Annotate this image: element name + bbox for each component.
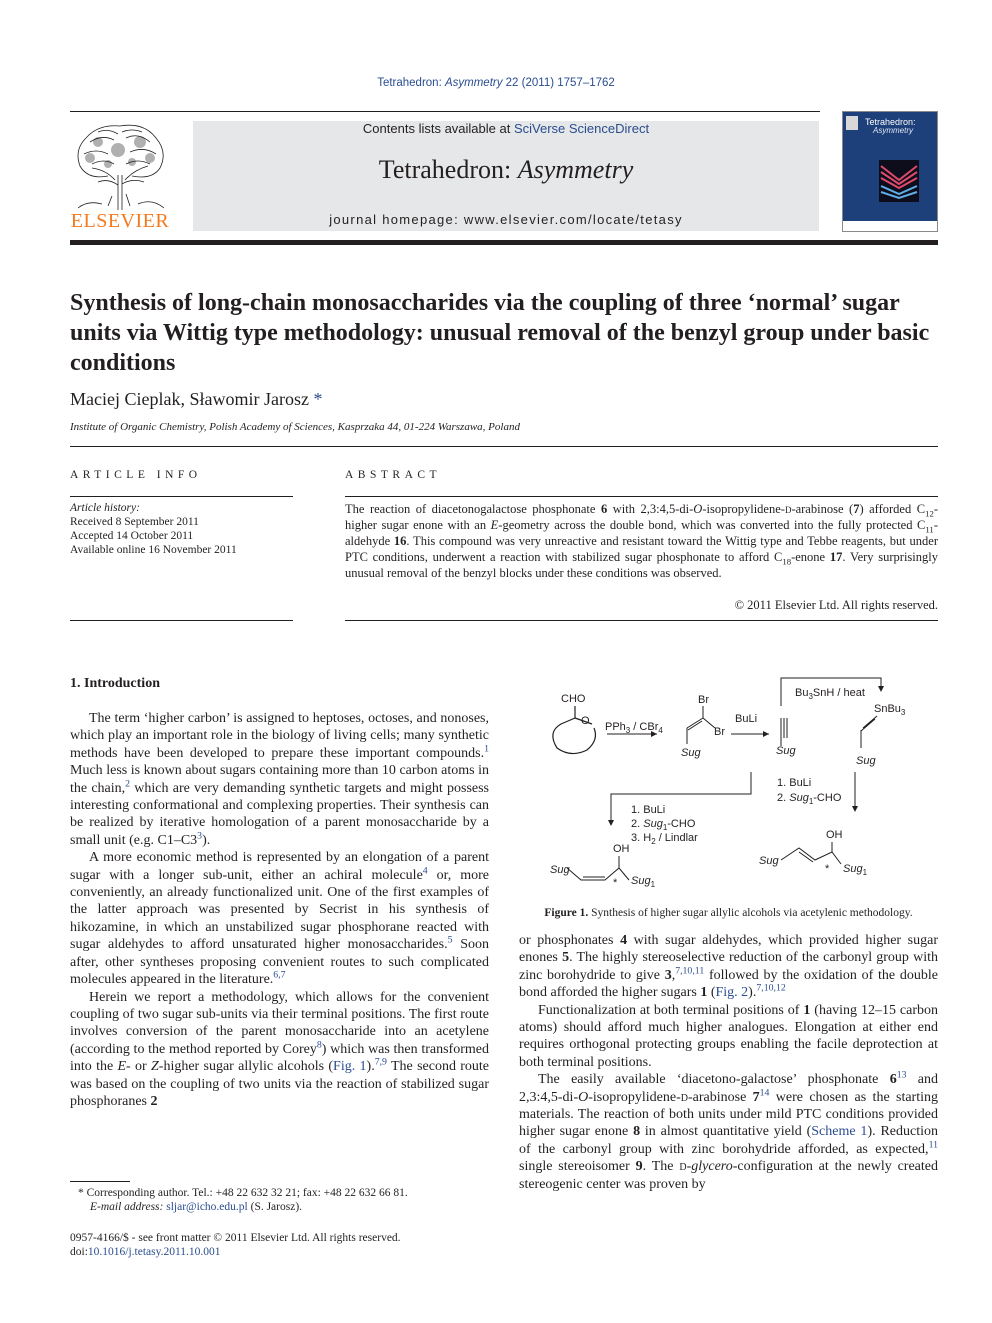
cover-art-icon [879,160,919,202]
email-link[interactable]: sljar@icho.edu.pl [166,1201,248,1213]
snbu3-label: SnBu$_3$ [874,703,906,717]
sug-label-3: Sug [856,755,876,767]
journal-citation[interactable]: Tetrahedron: Asymmetry 22 (2011) 1757–1762 [377,77,615,89]
ring-oxygen-label: O [581,715,590,727]
received-date: Received 8 September 2011 [70,516,199,528]
arrow-4-head [852,806,858,812]
star-left: * [613,877,618,889]
abstract-heading: ABSTRACT [345,469,442,481]
online-date: Available online 16 November 2011 [70,544,237,556]
acetylene-bond [781,718,787,738]
history-label: Article history: [70,502,140,514]
vinylstannane [861,716,877,748]
intro-paragraph-3-cont: or phosphonates 4 with sugar aldehydes, which provided higher sugar enones 5. The highly stereoselective reduction of the carbonyl group with zinc borohydride to give 3,$^{7,10,11}$ followed by the oxidation of the double bond afforded the higher sugars 1 (Fig. 2).$^{7,10,12}$ [519,933,938,1001]
abstract-text: The reaction of diacetonogalactose phosphonate 6 with 2,3:4,5-di-O-isopropylidene-d-arabinose (7) afforded $C_{12}$-higher sugar enone with an E-geometry across the double bond, which was converted into the fully protected $C_{11}$-aldehyde 16. This compound was very unreactive and resistant toward the Wittig type and Tebbe reagents, but under PTC conditions, underwent a reaction with stabilized sugar phosphonate to afford $C_{18}$-enone 17. Very surprisingly unusual removal of the benzyl blocks under these conditions was observed. [345,502,939,580]
intro-paragraph-1: The term ‘higher carbon’ is assigned to heptoses, octoses, and nonoses, which play an important role in the biology of living cells; many synthetic methods have been developed to prepare these important compounds.$^1$ Much less is known about sugars containing more than 10 carbon atoms in the chain,$^2$ which are very demanding synthetic targets and might possess interesting conformational and complexing properties. Their synthesis can be realized by iterative homologation of a parent monosaccharide by a small unit (e.g. $C1-C3^3$). [70,711,490,848]
affiliation: Institute of Organic Chemistry, Polish Academy of Sciences, Kasprzaka 44, 01-224 Warszawa, Poland [70,421,520,433]
star-right: * [825,863,830,875]
intro-text-right [519,932,938,1193]
sug1-label-right: Sug$_1$ [843,863,868,877]
dibromo-olefin [687,718,715,744]
article-info-bottom-rule [70,620,293,621]
header-thick-rule [70,240,938,245]
article-title: Synthesis of long-chain monosaccharides via the coupling of three ‘normal’ sugar units via Wittig type methodology: unusual removal of the benzyl group under basic conditions [70,290,930,376]
buli-label: BuLi [735,713,758,725]
step-a1-label: 1. BuLi [777,777,812,789]
intro-text-left [70,710,489,1110]
figure-1-scheme [519,672,939,897]
title-rule [70,446,938,447]
elsevier-wordmark: ELSEVIER [70,210,170,232]
intro-paragraph-4: Functionalization at both terminal positions of 1 (having 12–15 carbon atoms) should afford much higher analogues. Elongation at either end requires orthogonal protecting groups enabling the facile deprotection at both terminal positions. [519,1002,938,1070]
oh-label-left: OH [613,843,630,855]
journal-title: Tetrahedron: Asymmetry [378,155,634,184]
article-info-heading: ARTICLE INFO [70,469,202,481]
oh-label-right: OH [826,829,843,841]
figure-1-caption: Figure 1. Synthesis of higher sugar allylic alcohols via acetylenic methodology. [544,907,913,919]
reagent1-label: PPh$_3$ / CBr$_4$ [605,721,663,735]
arrow-5-head [608,820,614,826]
bu3snh-label: $Bu_3SnH$ / heat [795,687,865,701]
sciencedirect-link[interactable]: SciVerse ScienceDirect [513,121,650,136]
sug-label-4: Sug [759,855,779,867]
intro-paragraph-3: Herein we report a methodology, which allows for the convenient coupling of two sugar sub-units via their terminal positions. The first route involves conversion of the parent monosaccharide into an acetylene (according to the method reported by Corey$^8$) which was then transformed into the E- or Z-higher sugar allylic alcohols (Fig. 1).$^{7,9}$ The second route was based on the coupling of two units via the reaction of stabilized sugar phosphoranes 2 [70,989,490,1109]
corresponding-footnote: * Corresponding author. Tel.: +48 22 632 32 21; fax: +48 22 632 66 81. [78,1187,408,1199]
sug1-label-left: Sug$_1$ [631,875,656,889]
cover-footer-strip [843,221,937,231]
sug-label-1: Sug [681,747,701,759]
section-heading-introduction: 1. Introduction [70,676,160,691]
arrow-5 [611,772,751,824]
front-matter [70,1231,490,1259]
elsevier-tree-icon [68,120,172,212]
journal-cover-thumbnail[interactable] [842,111,938,232]
corresponding-author-mark[interactable]: * [313,389,323,409]
sug-label-5: Sug [550,864,570,876]
doi-link[interactable]: 10.1016/j.tetasy.2011.10.001 [87,1246,221,1258]
issn-line: 0957-4166/$ - see front matter © 2011 Elsevier Ltd. All rights reserved. [70,1232,401,1244]
doi-line: doi:10.1016/j.tetasy.2011.10.001 [70,1246,221,1258]
accepted-date: Accepted 14 October 2011 [70,530,194,542]
authors: Maciej Cieplak, Sławomir Jarosz * [70,389,323,409]
email-footnote: E-mail address: sljar@icho.edu.pl (S. Jarosz). [90,1201,303,1213]
journal-homepage[interactable]: journal homepage: www.elsevier.com/locate/tetasy [329,212,683,227]
cho-label: CHO [561,693,586,705]
header-top-rule [70,111,820,112]
step-b1-label: 1. BuLi [631,804,666,816]
step-b3-label: 3. $H_2$ / Lindlar [631,832,698,846]
allylic-alcohol-left [567,868,629,880]
step-b2-label: 2. Sug$_1$-CHO [631,818,696,832]
elsevier-logo [68,120,172,232]
abstract-bottom-rule [345,620,938,621]
arrow-2-head [763,731,769,737]
copyright: © 2011 Elsevier Ltd. All rights reserved. [734,598,938,612]
contents-line: Contents lists available at SciVerse ScienceDirect [362,121,650,136]
intro-paragraph-2: A more economic method is represented by an elongation of a parent sugar with a longer sub-unit, either an achiral molecule$^4$ or, more conveniently, an already functionalized unit. One of the first examples of the latter approach was presented by Secrist in his synthesis of hikozamine, in which an unstabilized sugar phosphorane reacted with sugar aldehydes to afford unsaturated higher monosaccharides.$^5$ Soon after, other syntheses proposing convenient routes to such complicated molecules appeared in the literature.$^{6,7}$ [70,850,490,988]
step-a2-label: 2. Sug$_1$-CHO [777,792,842,806]
br1-label: Br [698,694,709,706]
br2-label: Br [714,726,725,738]
arrow-3-head [878,686,884,692]
cover-subtitle: Asymmetry [873,126,913,135]
article-history [70,501,237,557]
cover-logo-icon [846,116,858,130]
sug-label-2: Sug [776,745,796,757]
footnote-rule [70,1181,130,1182]
article-info-rule [70,496,293,497]
footnotes [70,1186,490,1214]
abstract-rule [345,496,938,497]
cover-title: Tetrahedron: [865,117,916,127]
intro-paragraph-5: The easily available ‘diacetono-galactose’ phosphonate $6^{13}$ and 2,3:4,5-di-O-isopropylidene-d-arabinose $7^{14}$ were chosen as the starting materials. The reaction of both units under mild PTC conditions provided higher sugar enone 8 in almost quantitative yield (Scheme 1). Reduction of the carbonyl group with zinc borohydride afforded, as expected,$^{11}$ single stereoisomer 9. The d-glycero-configuration at the newly created stereogenic center was proven by [519,1069,939,1192]
